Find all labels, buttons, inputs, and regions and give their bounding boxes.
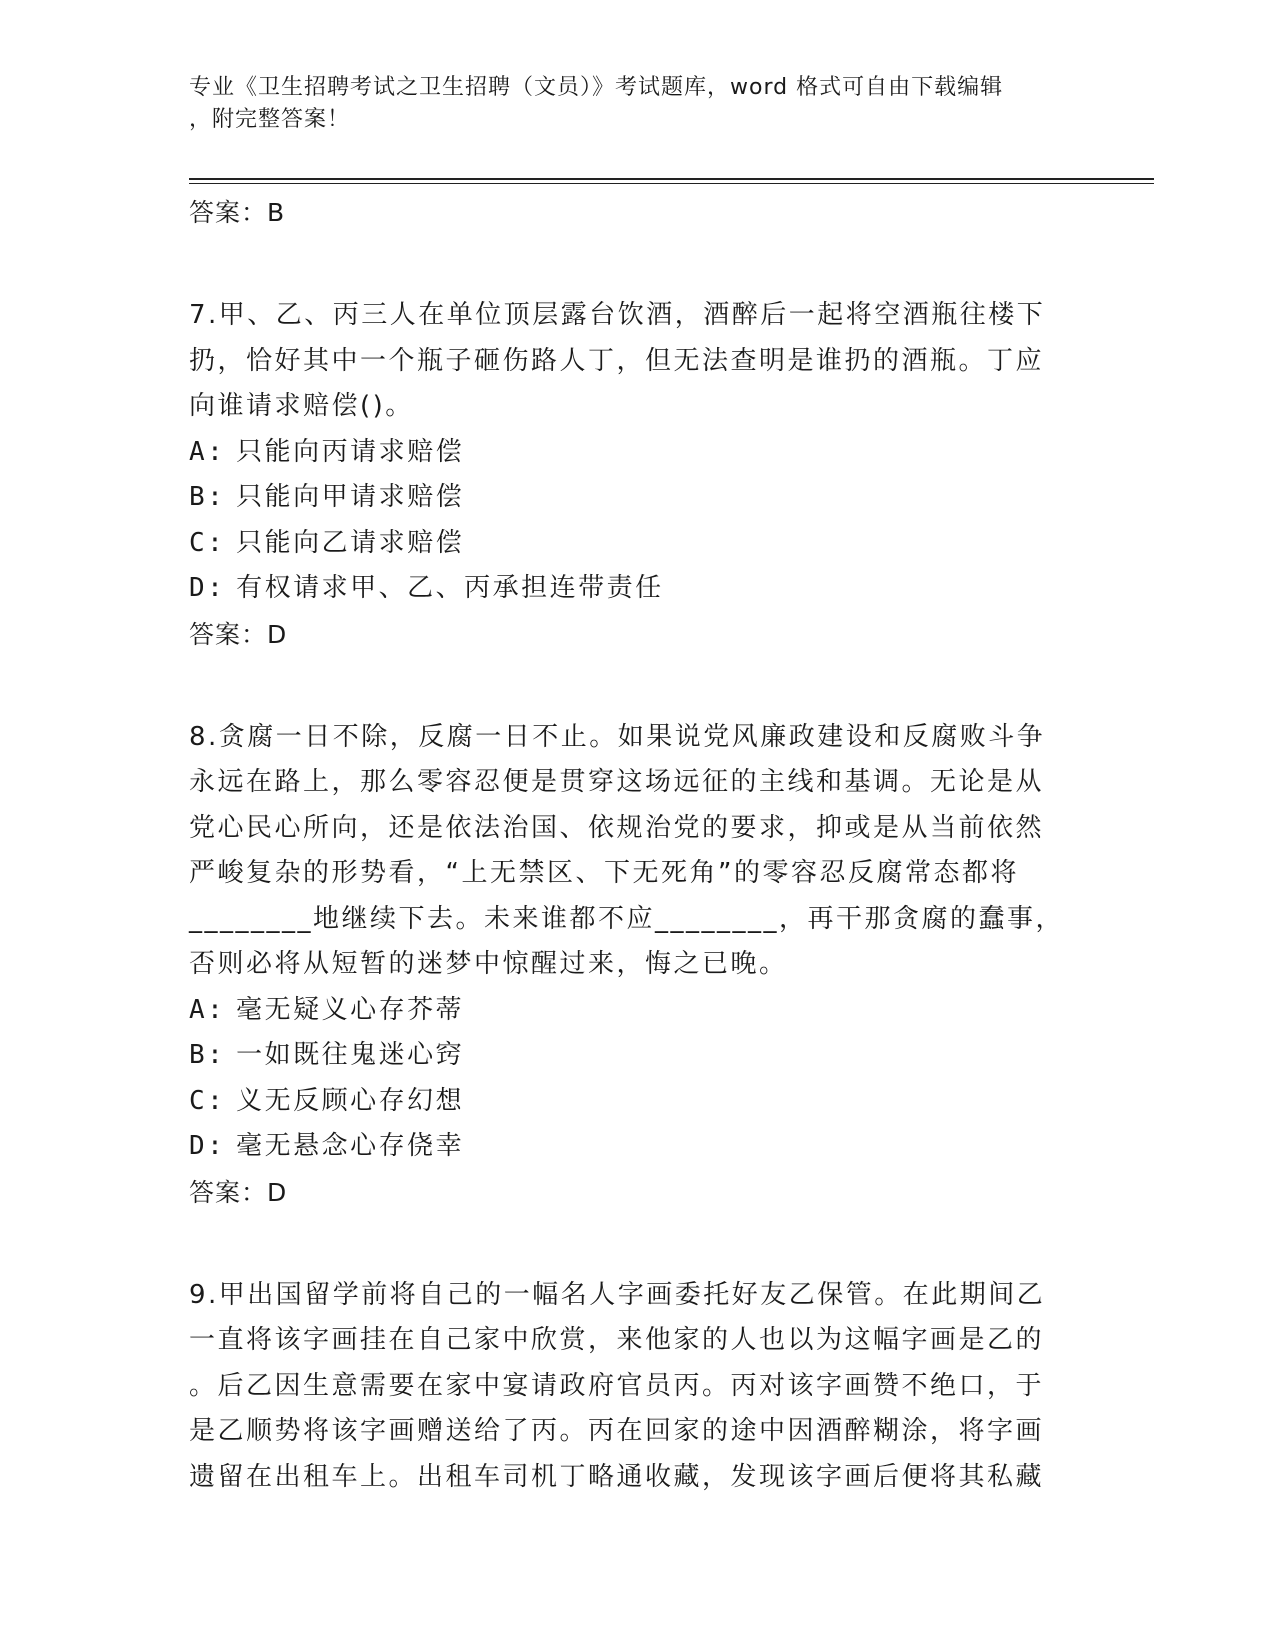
question-8: [189, 715, 1069, 1215]
header-line-1: 专业《卫生招聘考试之卫生招聘（文员）》考试题库，word 格式可自由下载编辑: [189, 75, 1004, 100]
option-text: 毫无疑义心存芥蒂: [236, 994, 465, 1025]
stem-line: ________地继续下去。未来谁都不应________，再干那贪腐的蠢事，: [189, 903, 1065, 934]
header-line-2: ，附完整答案！: [189, 107, 351, 132]
answer-line: 答案：D: [189, 619, 288, 649]
stem-line: 是乙顺势将该字画赠送给了丙。丙在回家的途中因酒醉糊涂，将字画: [189, 1416, 1045, 1446]
option-letter: A:: [189, 994, 226, 1025]
option-letter: D:: [189, 1131, 226, 1161]
option-letter: C:: [189, 527, 226, 558]
option-letter: C:: [189, 1085, 226, 1116]
option-a: [189, 988, 1069, 1034]
document-header: [189, 72, 1069, 136]
stem-line: 。后乙因生意需要在家中宴请政府官员丙。丙对该字画赞不绝口，于: [189, 1370, 1045, 1401]
stem-line: 否则必将从短暂的迷梦中惊醒过来，悔之已晚。: [189, 949, 788, 979]
option-text: 有权请求甲、乙、丙承担连带责任: [236, 573, 664, 603]
stem-line: 遗留在出租车上。出租车司机丁略通收藏，发现该字画后便将其私藏: [189, 1461, 1045, 1492]
option-letter: B:: [189, 482, 226, 512]
stem-line: 永远在路上，那么零容忍便是贯穿这场远征的主线和基调。无论是从: [189, 767, 1045, 797]
document-body: [189, 190, 1069, 1500]
option-d: [189, 566, 1069, 612]
answer-line: 答案：B: [189, 198, 286, 227]
option-c: [189, 1079, 1069, 1125]
option-text: 只能向乙请求赔偿: [236, 527, 465, 558]
option-letter: B:: [189, 1040, 226, 1070]
option-c: [189, 521, 1069, 567]
question-stem: [189, 1273, 1069, 1501]
header-rule-thin: [189, 183, 1154, 184]
question-7: [189, 293, 1069, 657]
question-stem: [189, 293, 1069, 430]
stem-line: 7.甲、乙、丙三人在单位顶层露台饮酒，酒醉后一起将空酒瓶往楼下: [189, 300, 1046, 330]
option-text: 只能向甲请求赔偿: [236, 482, 465, 512]
header-rule-thick: [189, 178, 1154, 180]
option-text: 毫无悬念心存侥幸: [236, 1131, 465, 1161]
option-text: 只能向丙请求赔偿: [236, 436, 465, 467]
question-9: [189, 1273, 1069, 1501]
stem-line: 一直将该字画挂在自己家中欣赏，来他家的人也以为这幅字画是乙的: [189, 1325, 1045, 1355]
stem-line: 9.甲出国留学前将自己的一幅名人字画委托好友乙保管。在此期间乙: [189, 1279, 1046, 1310]
option-a: [189, 430, 1069, 476]
option-text: 义无反顾心存幻想: [236, 1085, 465, 1116]
stem-line: 党心民心所向，还是依法治国、依规治党的要求，抑或是从当前依然: [189, 812, 1045, 843]
option-text: 一如既往鬼迷心窍: [236, 1040, 465, 1070]
option-b: [189, 1033, 1069, 1079]
option-d: [189, 1124, 1069, 1170]
stem-line: 扔，恰好其中一个瓶子砸伤路人丁，但无法查明是谁扔的酒瓶。丁应: [189, 345, 1045, 376]
question-stem: [189, 715, 1069, 988]
option-b: [189, 475, 1069, 521]
stem-line: 向谁请求赔偿()。: [189, 391, 414, 421]
stem-line: 严峻复杂的形势看，“上无禁区、下无死角”的零容忍反腐常态都将: [189, 858, 1019, 888]
answer-line: 答案：D: [189, 1177, 288, 1207]
stem-line: 8.贪腐一日不除，反腐一日不止。如果说党风廉政建设和反腐败斗争: [189, 721, 1046, 752]
option-letter: D:: [189, 573, 226, 603]
option-letter: A:: [189, 436, 226, 467]
